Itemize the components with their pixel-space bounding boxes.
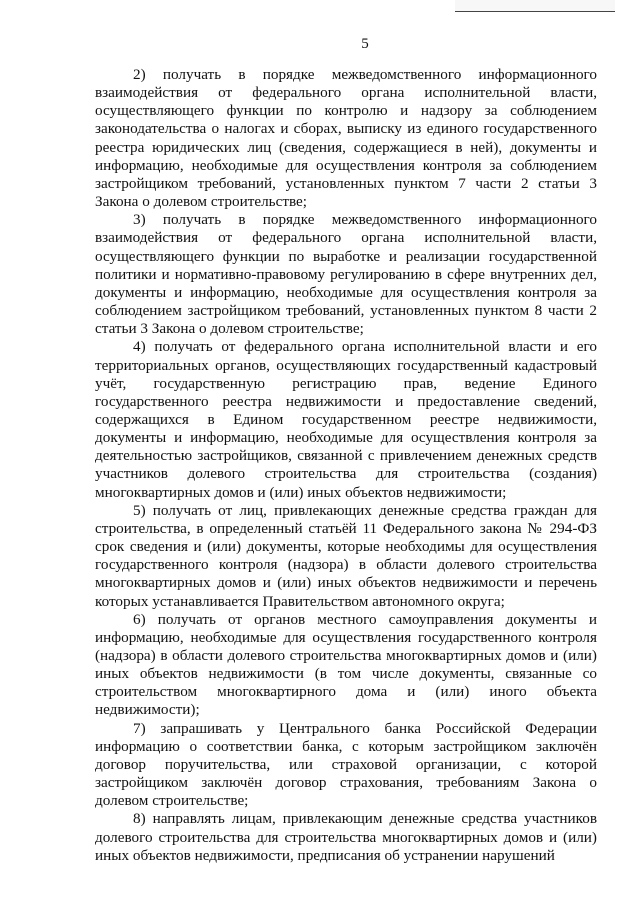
scan-edge-mark (455, 0, 615, 12)
paragraph-item-5: 5) получать от лиц, привлекающих денежные средства граждан для строительства, в определенный статьёй 11 Федерального закона № 294-ФЗ срок сведения и (или) документы, которые необходимы для осуществления государственного контроля (надзора) в области долевого строительства многоквартирных домов и (или) иных объектов недвижимости и перечень которых устанавливается Правительством автономного округа; (95, 501, 597, 610)
page-number: 5 (361, 36, 369, 52)
paragraph-item-8: 8) направлять лицам, привлекающим денежные средства участников долевого строительства для строительства многоквартирных домов и (или) иных объектов недвижимости, предписания об устранении нарушений (95, 810, 597, 864)
paragraph-item-4: 4) получать от федерального органа исполнительной власти и его территориальных органов, осуществляющих государственный кадастровый учёт, государственную регистрацию прав, ведение Единого государственного реестра недвижимости и предоставление сведений, содержащихся в Едином государственном реестре недвижимости, документы и информацию, необходимые для осуществления контроля за деятельностью застройщиков, связанной с привлечением денежных средств участников долевого строительства для строительства (создания) многоквартирных домов и (или) иных объектов недвижимости; (95, 338, 597, 501)
paragraph-item-2: 2) получать в порядке межведомственного информационного взаимодействия от федерального органа исполнительной власти, осуществляющего функции по контролю и надзору за соблюдением законодательства о налогах и сборах, выписку из единого государственного реестра юридических лиц (сведения, содержащиеся в ней), документы и информацию, необходимые для осуществления контроля за соблюдением застройщиком требований, установленных пунктом 7 части 2 статьи 3 Закона о долевом строительстве; (95, 66, 597, 211)
document-body (95, 66, 597, 864)
paragraph-item-7: 7) запрашивать у Центрального банка Российской Федерации информацию о соответствии банка, с которым застройщиком заключён договор поручительства, или страховой организации, с которой застройщиком заключён договор страхования, требованиям Закона о долевом строительстве; (95, 719, 597, 810)
paragraph-item-6: 6) получать от органов местного самоуправления документы и информацию, необходимые для осуществления государственного контроля (надзора) в области долевого строительства многоквартирных домов и (или) иных объектов недвижимости (в том числе документы, связанные со строительством многоквартирного дома и (или) иного объекта недвижимости); (95, 610, 597, 719)
paragraph-item-3: 3) получать в порядке межведомственного информационного взаимодействия от федерального органа исполнительной власти, осуществляющего функции по выработке и реализации государственной политики и нормативно-правовому регулированию в сфере внутренних дел, документы и информацию, необходимые для осуществления контроля за соблюдением застройщиком требований, установленных пунктом 8 части 2 статьи 3 Закона о долевом строительстве; (95, 211, 597, 338)
